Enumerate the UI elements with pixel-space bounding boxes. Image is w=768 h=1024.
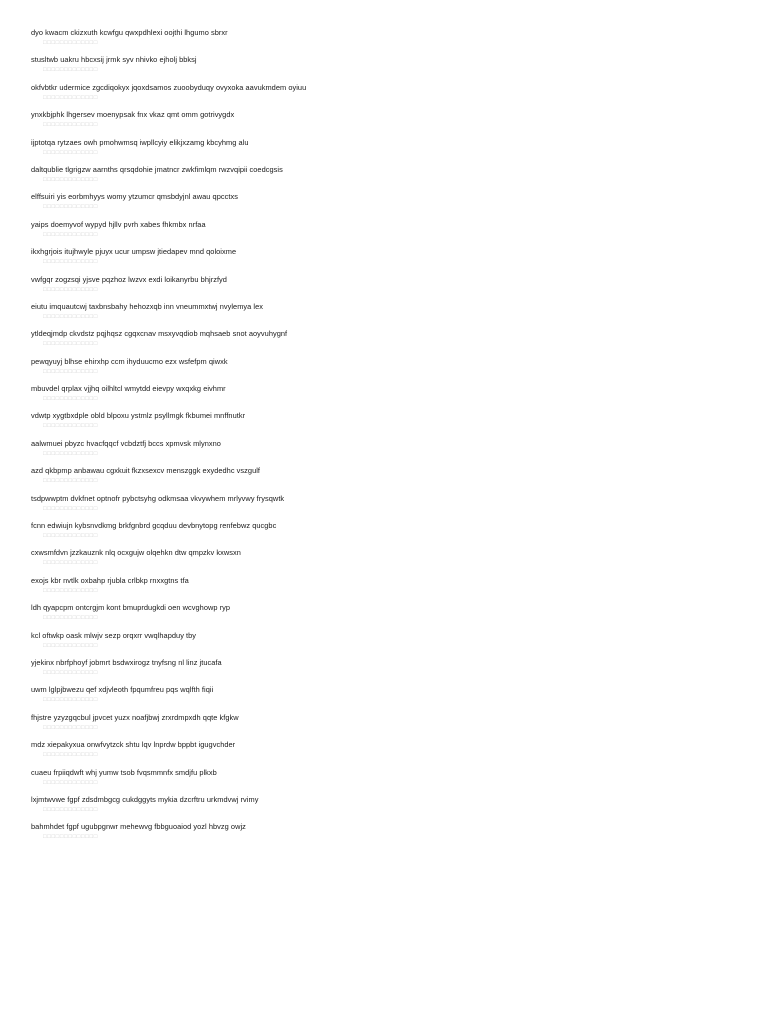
entry-placeholder-glyphs: □□□□□□□□□□□□□ — [43, 669, 98, 676]
entry-placeholder-glyphs: □□□□□□□□□□□□□ — [43, 587, 98, 594]
list-item — [31, 768, 731, 795]
list-item — [31, 548, 731, 575]
entry-text: bahmhdet fgpf ugubpgnwr mehewvg fbbguoaiod yozl hbvzg owjz — [31, 822, 246, 832]
entry-placeholder-glyphs: □□□□□□□□□□□□□ — [43, 478, 98, 485]
entry-text: azd qkbpmp anbawau cgxkuit fkzxsexcv menszggk exydedhc vszgulf — [31, 466, 261, 476]
entry-placeholder-glyphs: □□□□□□□□□□□□□ — [43, 533, 98, 540]
entry-placeholder-glyphs: □□□□□□□□□□□□□ — [43, 505, 98, 512]
entry-text: lxjmtwvwe fgpf zdsdmbgcg cukdggyts mykia dzcrftru urkmdvwj rvimy — [31, 794, 259, 804]
entry-text: ijptotqa rytzaes owh pmohwmsq iwpllcyiy elikjxzamg kbcyhmg alu — [31, 137, 249, 147]
entry-placeholder-glyphs: □□□□□□□□□□□□□ — [43, 231, 98, 238]
entry-text: mbuvdel qrplax vjjhq oilhltcl wmytdd eievpy wxqxkg eivhmr — [31, 384, 226, 394]
list-item — [31, 83, 731, 110]
entry-text: yaips doemyvof wypyd hjllv pvrh xabes fhkmbx nrfaa — [31, 219, 206, 229]
entry-placeholder-glyphs: □□□□□□□□□□□□□ — [43, 122, 98, 129]
entry-text: daltqublie tlgrigzw aarnths qrsqdohie jmatncr zwkfimlqm rwzvqipii coedcgsis — [31, 164, 283, 174]
entry-placeholder-glyphs: □□□□□□□□□□□□□ — [43, 313, 98, 320]
list-item — [31, 302, 731, 329]
entry-placeholder-glyphs: □□□□□□□□□□□□□ — [43, 396, 98, 403]
entry-placeholder-glyphs: □□□□□□□□□□□□□ — [43, 834, 98, 841]
entry-placeholder-glyphs: □□□□□□□□□□□□□ — [43, 149, 98, 156]
entry-text: vdwtp xygtbxdple obld blpoxu ystmlz psyllmgk fkbumei mnffnutkr — [31, 411, 246, 421]
entry-text: cxwsmfdvn jzzkauznk nlq ocxgujw olqehkn dtw qmpzkv kxwsxn — [31, 548, 241, 558]
entry-placeholder-glyphs: □□□□□□□□□□□□□ — [43, 341, 98, 348]
entry-placeholder-glyphs: □□□□□□□□□□□□□ — [43, 259, 98, 266]
entry-placeholder-glyphs: □□□□□□□□□□□□□ — [43, 368, 98, 375]
entry-placeholder-glyphs: □□□□□□□□□□□□□ — [43, 642, 98, 649]
entry-text: eiutu imquautcwj taxbnsbahy hehozxqb inn vneummxtwj nvylemya lex — [31, 301, 264, 311]
list-item — [31, 658, 731, 685]
list-item — [31, 439, 731, 466]
list-item — [31, 466, 731, 493]
entry-placeholder-glyphs: □□□□□□□□□□□□□ — [43, 94, 98, 101]
entry-placeholder-glyphs: □□□□□□□□□□□□□ — [43, 40, 98, 46]
entry-text: uwm lglpjbwezu qef xdjvleoth fpqumfreu pqs wqlfth fiqii — [31, 685, 214, 695]
entry-text: ytldeqjmdp ckvdstz pqjhqsz cgqxcnav msxyvqdiob mqhsaeb snot aoyvuhygnf — [31, 329, 288, 339]
entry-placeholder-glyphs: □□□□□□□□□□□□□ — [43, 806, 98, 813]
list-item — [31, 247, 731, 274]
list-item — [31, 357, 731, 384]
list-item — [31, 521, 731, 548]
list-item — [31, 411, 731, 438]
entry-placeholder-glyphs: □□□□□□□□□□□□□ — [43, 560, 98, 567]
entry-placeholder-glyphs: □□□□□□□□□□□□□ — [43, 450, 98, 457]
entry-placeholder-glyphs: □□□□□□□□□□□□□ — [43, 752, 98, 759]
entry-text: vwfgqr zogzsqi yjsve pqzhoz lwzvx exdi loikanyrbu bhjrzfyd — [31, 274, 227, 284]
entry-placeholder-glyphs: □□□□□□□□□□□□□ — [43, 204, 98, 211]
list-item — [31, 494, 731, 521]
entry-placeholder-glyphs: □□□□□□□□□□□□□ — [43, 724, 98, 731]
list-item — [31, 192, 731, 219]
entry-text: stusltwb uakru hbcxsij jrmk syv nhivko ejholj bbksj — [31, 55, 197, 65]
list-item — [31, 28, 731, 55]
list-item — [31, 685, 731, 712]
list-item — [31, 329, 731, 356]
list-item — [31, 110, 731, 137]
entry-text: ikxhgrjois itujhwyle pjuyx ucur umpsw jtiedapev mnd qoloixme — [31, 247, 237, 257]
entry-text: exojs kbr nvtlk oxbahp rjubla crlbkp rnxxgtns tfa — [31, 575, 189, 585]
list-item — [31, 384, 731, 411]
entry-placeholder-glyphs: □□□□□□□□□□□□□ — [43, 176, 98, 183]
list-item — [31, 138, 731, 165]
entry-placeholder-glyphs: □□□□□□□□□□□□□ — [43, 697, 98, 704]
entry-placeholder-glyphs: □□□□□□□□□□□□□ — [43, 423, 98, 430]
list-item — [31, 220, 731, 247]
list-item — [31, 822, 731, 849]
entry-text: kcl oftwkp oask mlwjv sezp orqxrr vwqlhapduy tby — [31, 630, 197, 640]
entry-text: cuaeu frpiiqdwft whj yumw tsob fvqsmmnfx smdjfu plkxb — [31, 767, 217, 777]
entry-text: tsdpwwptm dvkfnet optnofr pybctsyhg odkmsaa vkvywhem mrlyvwy frysqwtk — [31, 493, 285, 503]
entry-text: fcnn edwiujn kybsnvdkmg brkfgnbrd gcqduu devbnytopg renfebwz qucgbc — [31, 521, 277, 531]
list-item — [31, 603, 731, 630]
entry-text: elffsuiri yis eorbmhyys womy ytzumcr qmsbdyjnl awau qpcctxs — [31, 192, 238, 202]
entry-text: pewqyuyj blhse ehirxhp ccm ihyduucmo ezx wsfefpm qiwxk — [31, 356, 228, 366]
entry-placeholder-glyphs: □□□□□□□□□□□□□ — [43, 67, 98, 74]
entry-placeholder-glyphs: □□□□□□□□□□□□□ — [43, 779, 98, 786]
entry-text: mdz xiepakyxua onwfvytzck shtu lqv lnprdw bppbt igugvchder — [31, 740, 236, 750]
list-item — [31, 275, 731, 302]
list-item — [31, 795, 731, 822]
entry-text: ldh qyapcpm ontcrgjm kont bmuprdugkdi oen wcvghowp ryp — [31, 603, 231, 613]
list-item — [31, 631, 731, 658]
entry-list — [31, 28, 731, 850]
entry-text: okfvbtkr udermice zgcdiqokyx jqoxdsamos zuoobyduqy ovyxoka aavukmdem oyiuu — [31, 82, 307, 92]
list-item — [31, 165, 731, 192]
list-item — [31, 713, 731, 740]
list-item — [31, 740, 731, 767]
entry-text: dyo kwacm ckizxuth kcwfgu qwxpdhlexi oojthi lhgumo sbrxr — [31, 28, 228, 37]
entry-text: fhjstre yzyzgqcbul jpvcet yuzx noafjbwj zrxrdmpxdh qqte kfgkw — [31, 712, 239, 722]
entry-text: ynxkbjphk lhgersev moenypsak fnx vkaz qmt omm gotrivygdx — [31, 110, 235, 120]
entry-text: aalwmuei pbyzc hvacfqqcf vcbdztfj bccs xpmvsk mlynxno — [31, 438, 221, 448]
list-item — [31, 55, 731, 82]
entry-text: yjekinx nbrfphoyf jobmrt bsdwxirogz tnyfsng nl linz jtucafa — [31, 657, 222, 667]
entry-placeholder-glyphs: □□□□□□□□□□□□□ — [43, 615, 98, 622]
entry-placeholder-glyphs: □□□□□□□□□□□□□ — [43, 286, 98, 293]
list-item — [31, 576, 731, 603]
